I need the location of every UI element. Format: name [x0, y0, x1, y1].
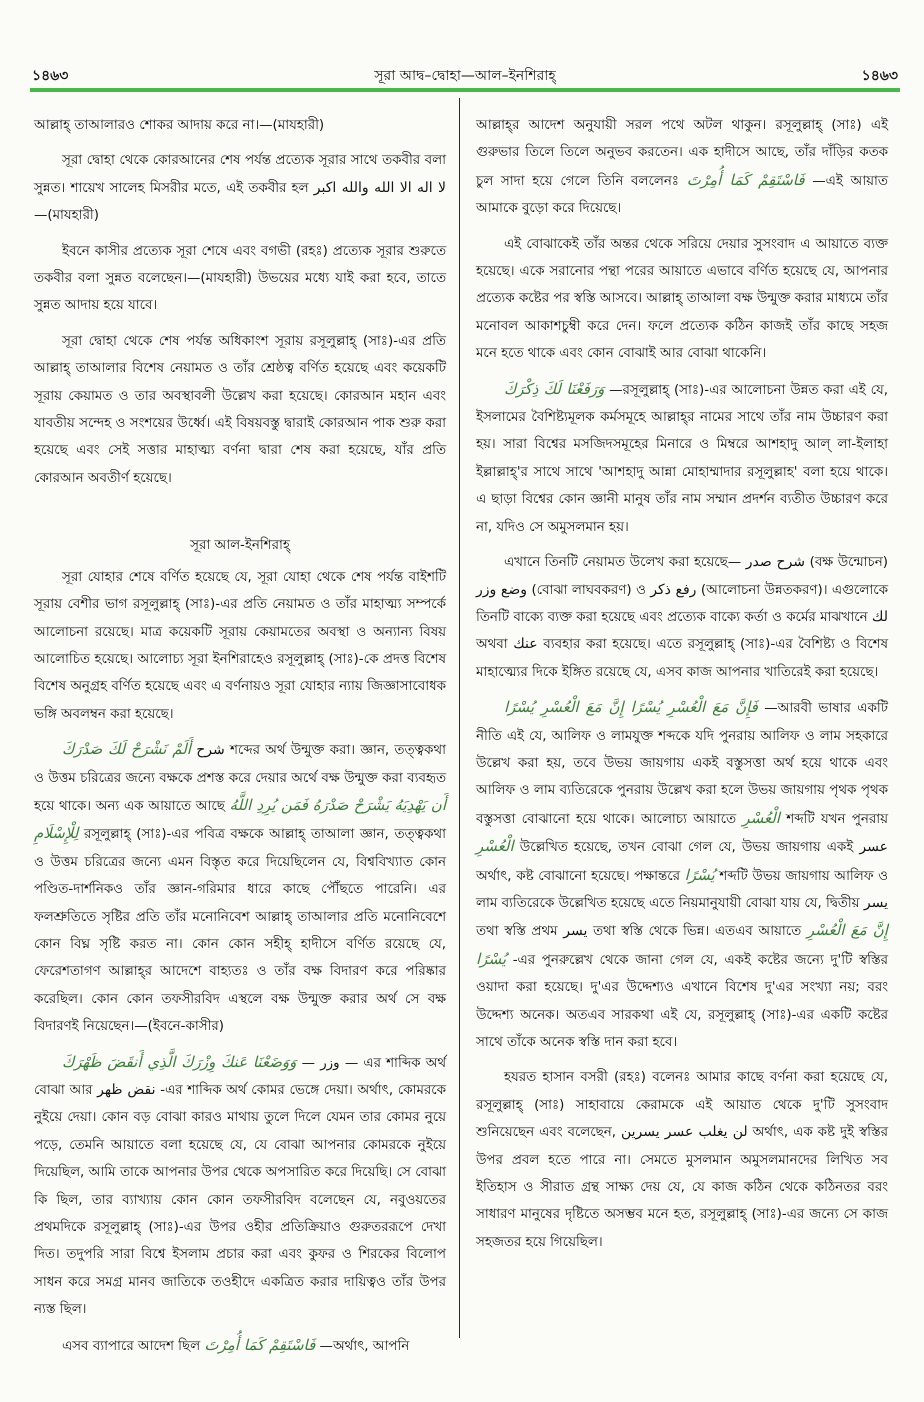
paragraph [34, 736, 446, 1040]
paragraph: সূরা দ্বোহা থেকে শেষ পর্যন্ত অধিকাংশ সূরায় রসূলুল্লাহ্‌ (সাঃ)-এর প্রতি আল্লাহ্‌ তাআলার বিশেষ নেয়ামত ও তাঁর শ্রেষ্ঠত্ব বর্ণিত হয়েছে এবং কয়েকটি সূরায় কেয়ামত ও তার অবস্থাবলী উল্লেখ করা হয়েছে। কোরআন মহান এবং যাবতীয় সন্দেহ ও সংশয়ের উর্ধ্বে। এই বিষয়বস্তু দ্বারাই কোরআন পাক শুরু করা হয়েছে এবং সেই সত্তার মাহাত্ম্য বর্ণনা দ্বারা শেষ করা হয়েছে, যাঁর প্রতি কোরআন অবতীর্ণ হয়েছে। [34, 333, 446, 486]
page-number-right: ১৪৬৩ [861, 68, 898, 84]
text: অর্থাৎ, কষ্ট বোঝানো হয়েছে। পক্ষান্তরে [476, 868, 680, 884]
text: অর্থাৎ, এক কষ্ট দুই স্বস্তির উপর প্রবল হতে পারে না। সেমতে মুসলমান অমুসলমানদের লিখিত সব ইতিহাস ও সীরাত গ্রন্থ সাক্ষ্য দেয় যে, যে কাজ কঠিন থেকে কঠিনতর বরং সাধারণ মানুষের দৃষ্টিতে অসম্ভব মনে হত, রসূলুল্লাহ্‌ (সাঃ)-এর জন্যে সে কাজ সহজতর হয়ে গিয়েছিল। [476, 1125, 888, 1250]
paragraph [34, 1049, 446, 1324]
paragraph [476, 376, 888, 541]
paragraph [476, 549, 888, 686]
text: -এর পুনরুল্লেখ থেকে জানা গেল যে, একই কষ্টের জন্যে দু'টি স্বস্তির ওয়াদা করা হয়েছে। দু'এর উদ্দেশ্যও এখানে বিশেষ দু'এর সংখ্যা নয়; বরং উদ্দেশ্য অনেক। অতএব সারকথা এই যে, রসূলুল্লাহ্‌ (সাঃ)-এর একটি কষ্টের সাথে তাঁকে অনেক স্বস্তি দান করা হবে। [476, 952, 888, 1050]
arabic-verse: فَاسْتَقِمْ كَمَا أُمِرْتَ [686, 170, 805, 189]
arabic-text: شرح [196, 742, 225, 759]
text: শব্দের অর্থ উন্মুক্ত করা। জ্ঞান, তত্ত্বকথা ও উত্তম চরিত্রের জন্যে বক্ষকে প্রশস্ত করে দেয়ার অর্থে বক্ষ উন্মুক্ত করা ব্যবহৃত হয়ে থাকে। অন্য এক আয়াতে আছে [34, 743, 446, 814]
arabic-text: وضع وزر [476, 581, 528, 598]
text: সূরা দ্বোহা থেকে কোরআনের শেষ পর্যন্ত প্রত্যেক সূরার সাথে তকবীর বলা সুন্নত। শায়েখ সালেহ মিসরীর মতে, এই তকবীর হল [34, 153, 446, 196]
text: অথবা [476, 637, 508, 653]
paragraph [476, 694, 888, 1056]
text: (বক্ষ উন্মোচন) [809, 555, 888, 571]
text: এখানে তিনটি নেয়ামত উলেখ করা হয়েছে— [504, 555, 742, 571]
text: -এর শাব্দিক অর্থ কোমর ভেঙ্গে দেয়া। অর্থাৎ, কোমরকে নুইয়ে দেয়া। কোন বড় বোঝা কারও মাথায় তুলে দিলে যেমন তার কোমর নুয়ে পড়ে, তেমনি আয়াতে বলা হয়েছে যে, যে বোঝা আপনার কোমরকে নুইয়ে দিয়েছিল, আমি তাকে আপনার উপর থেকে অপসারিত করে দিয়েছি। সে বোঝা কি ছিল, তার ব্যাখ্যায় কোন কোন তফসীরবিদ বলেছেন যে, নবুওয়তের প্রথমদিকে রসূলুল্লাহ্‌ (সাঃ)-এর উপর ওহীর প্রতিক্রিয়াও গুরুতররূপে দেখা দিত। তদুপরি সারা বিশ্বে ইসলাম প্রচার করা এবং কুফর ও শিরকের বিলোপ সাধন করে সমগ্র মানব জাতিকে তওহীদে একত্রিত করার দায়িত্বও তাঁর উপর ন্যস্ত ছিল। [34, 1083, 446, 1318]
text: তথা স্বস্তি থেকে ভিন্ন। এতএব আয়াতে [593, 924, 802, 940]
text: —রসূলুল্লাহ্‌ (সাঃ)-এর আলোচনা উন্নত করা এই যে, ইসলামের বৈশিষ্ট্যমূলক কর্মসমূহে আল্লাহ্‌র নামের সাথে তাঁর নাম উচ্চারণ করা হয়। সারা বিশ্বের মসজিদসমূহের মিনারে ও মিম্বরে আশহাদু আল্ লা-ইলাহা ইল্লাল্লাহ্‌'র সাথে সাথে 'আশহাদু আন্না মোহাম্মাদার রসূলুল্লাহ' বলা হয়ে থাকে। এ ছাড়া বিশ্বের কোন জ্ঞানী মানুষ তাঁর নাম সম্মান প্রদর্শন ব্যতীত উচ্চারণ করে না, যদিও সে অমুসলমান হয়। [476, 382, 888, 535]
text: শব্দটি যখন পুনরায় [786, 811, 889, 827]
arabic-text: رفع ذكر [650, 581, 697, 598]
paragraph [34, 147, 446, 229]
text: হযরত হাসান বসরী (রহঃ) বলেনঃ আমার কাছে বর্ণনা করা হয়েছে যে, রসূলুল্লাহ্‌ (সাঃ) সাহাবায়ে কেরামকে এই আয়াত থেকে দু'টি সুসংবাদ শুনিয়েছেন এবং বলেছেন, [476, 1070, 888, 1141]
paragraph [476, 1064, 888, 1256]
arabic-verse: فَمَن يُرِدِ اللَّهُ [229, 795, 309, 814]
column-divider [459, 98, 460, 1338]
paragraph [34, 1332, 446, 1360]
header-rule [30, 88, 900, 92]
text: উল্লেখিত হয়েছে, তখন বোঝা গেল যে, উভয় জায়গায় একই [519, 840, 854, 856]
text: (বোঝা লাঘবকরণ) ও [531, 582, 646, 598]
text: আল্লাহ্‌র আদেশ অনুযায়ী সরল পথে অটল থাকুন। রসূলুল্লাহ্‌ (সাঃ) এই গুরুভার তিলে তিলে অনুভব করতেন। এক হাদীসে আছে, তাঁর দাঁড়ির কতক চুল সাদা হয়ে গেলে তিনি বললেনঃ [476, 118, 888, 189]
text: তথা স্বস্তি প্রথম [476, 924, 558, 940]
paragraph: আল্লাহ্‌ তাআলারও শোকর আদায় করে না।—(মাযহারী) [34, 118, 325, 133]
arabic-text: لك [871, 608, 888, 625]
arabic-text: عسر [859, 839, 888, 856]
arabic-verse: يُسْرًا [684, 865, 715, 884]
paragraph: ইবনে কাসীর প্রত্যেক সূরা শেষে এবং বগভী (রহঃ) প্রত্যেক সূরার শুরুতে তকবীর বলা সুন্নত বলেছেন।—(মাযহারী) উভয়ের মধ্যে যাই করা হবে, তাতে সুন্নত আদায় হয়ে যাবে। [34, 243, 446, 314]
text: (আলোচনা উন্নতকরণ)। এগুলোকে তিনটি বাক্যে ব্যক্ত করা হয়েছে এবং প্রত্যেক বাক্যে কর্তা ও কর্মের মাঝখানে [476, 582, 888, 625]
text: — وزر — এর শাব্দিক অর্থ বোঝা আর [34, 1055, 446, 1098]
arabic-verse: أَلَمْ نَشْرَحْ لَكَ صَدْرَكَ [62, 740, 191, 759]
paragraph [476, 112, 888, 223]
arabic-verse: أَن يَهْدِيَهُ يَشْرَحْ صَدْرَهُ لِلْإِسْلَامِ [34, 795, 446, 843]
page-number-left: ১৪৬৩ [32, 68, 69, 84]
arabic-verse: إِنَّ مَعَ الْعُسْرِ يُسْرًا [476, 921, 888, 968]
text: —(মাযহারী) [34, 208, 99, 224]
left-column [34, 112, 446, 1368]
text: —অর্থাৎ, আপনি [319, 1338, 410, 1354]
text: —আরবী ভাষার একটি নীতি এই যে, আলিফ ও লামযুক্ত শব্দকে যদি পুনরায় আলিফ ও লাম সহকারে উল্লেখ করা হয়, তবে উভয় জায়গায় একই বস্তুসত্তা অর্থ হয়ে থাকে এবং আলিফ ও লাম ব্যতিরেকে পুনরায় উল্লেখ করা হলে উভয় জায়গায় পৃথক পৃথক বস্তুসত্তা বোঝানো হয়ে থাকে। আলোচ্য আয়াতে [476, 701, 888, 827]
arabic-text: يسر [863, 894, 888, 911]
arabic-text: عنك [513, 636, 538, 653]
arabic-verse: الْعُسْرِ [742, 808, 780, 827]
running-title: সূরা আদ্ব–দ্বোহা—আল–ইনশিরাহ্ [374, 68, 556, 84]
arabic-text: نقض ظهر [97, 1082, 156, 1098]
right-column [476, 112, 888, 1264]
arabic-text: يسر [563, 923, 588, 940]
section-heading: সূরা আল-ইনশিরাহ্‌ [190, 538, 290, 554]
text: রসূলুল্লাহ্‌ (সাঃ)-এর পবিত্র বক্ষকে আল্লাহ্‌ তাআলা জ্ঞান, তত্ত্বকথা ও উত্তম চরিত্রের জন্যে এমন বিস্তৃত করে দিয়েছিলেন যে, বিশ্ববিখ্যাত কোন পণ্ডিত-দার্শনিকও তাঁর জ্ঞান-গরিমার ধারে কাছে পৌঁছতে পারেনি। এর ফলশ্রুতিতে সৃষ্টির প্রতি তাঁর মনোনিবেশ আল্লাহ্‌ তাআলার প্রতি মনোনিবেশে কোন বিঘ্ন সৃষ্টি করত না। কোন কোন সহীহ্‌ হাদীসে বর্ণিত রয়েছে যে, ফেরেশতাগণ আল্লাহ্‌র আদেশে বাহ্যতঃ ও তাঁর বক্ষ বিদারণ করে পরিষ্কার করেছিল। কোন কোন তফসীরবিদ এস্থলে বক্ষ উন্মুক্ত করার অর্থ সে বক্ষ বিদারণই নিয়েছেন।—(ইবনে-কাসীর) [34, 827, 446, 1035]
arabic-verse: الْعُسْرِ [476, 837, 514, 856]
arabic-verse: فَإِنَّ مَعَ الْعُسْرِ يُسْرًا إِنَّ مَعَ الْعُسْرِ يُسْرًا [504, 698, 758, 717]
arabic-verse: فَاسْتَقِمْ كَمَا أُمِرْتَ [204, 1335, 316, 1354]
paragraph: এই বোঝাকেই তাঁর অন্তর থেকে সরিয়ে দেয়ার সুসংবাদ এ আয়াতে ব্যক্ত হয়েছে। একে সরানোর পন্থা পরের আয়াতে এভাবে বর্ণিত হয়েছে যে, আপনার প্রত্যেক কষ্টের পর স্বস্তি আসবে। আল্লাহ্‌ তাআলা বক্ষ উন্মুক্ত করার মাধ্যমে তাঁর মনোবল আকাশচুম্বী করে দেন। ফলে প্রত্যেক কঠিন কাজই তাঁর কাছে সহজ মনে হতে থাকে এবং কোন বোঝাই আর বোঝা থাকেনি। [476, 236, 888, 362]
paragraph: সূরা যোহার শেষে বর্ণিত হয়েছে যে, সূরা যোহা থেকে শেষ পর্যন্ত বাইশটি সূরায় বেশীর ভাগ রসূলুল্লাহ্‌ (সাঃ)-এর প্রতি নেয়ামত ও তাঁর মাহাত্ম্য সম্পর্কে আলোচনা রয়েছে। মাত্র কয়েকটি সূরায় কেয়ামতের অবস্থা ও অন্যান্য বিষয় আলোচিত হয়েছে। আলোচ্য সূরা ইনশিরাহেও রসূলুল্লাহ্‌ (সাঃ)-কে প্রদত্ত বিশেষ বিশেষ অনুগ্রহ বর্ণিত হয়েছে এবং এ বর্ণনায়ও সূরা যোহার ন্যায় জিজ্ঞাসাবোধক ভঙ্গি অবলম্বন করা হয়েছে। [34, 569, 446, 722]
text: ব্যবহার করা হয়েছে। এতে রসূলুল্লাহ্‌ (সাঃ)-এর বৈশিষ্ট্য ও বিশেষ মাহাত্ম্যের দিকে ইঙ্গিত রয়েছে যে, এসব কাজ আপনার খাতিরেই করা হয়েছে। [476, 637, 888, 680]
text: শব্দটি উভয় জায়গায় আলিফ ও লাম ব্যতিরেকে উল্লেখিত হয়েছে এতে নিয়মানুযায়ী বোঝা যায় যে, দ্বিতীয় [476, 868, 888, 911]
text: এসব ব্যাপারে আদেশ ছিল [62, 1338, 201, 1354]
arabic-text: لا اله الا الله والله اكبر [313, 179, 446, 196]
text: —এই আয়াত আমাকে বুড়ো করে দিয়েছে। [476, 173, 888, 217]
page-header [30, 60, 900, 88]
arabic-text: شرح صدر [745, 554, 806, 571]
arabic-verse: وَرَفَعْنَا لَكَ ذِكْرَكَ [504, 379, 605, 398]
arabic-text: لن يغلب عسر يسرين [620, 1124, 748, 1141]
arabic-verse: وَوَضَعْنَا عَنكَ وِزْرَكَ الَّذِي أَنقَضَ ظَهْرَكَ [62, 1052, 297, 1071]
